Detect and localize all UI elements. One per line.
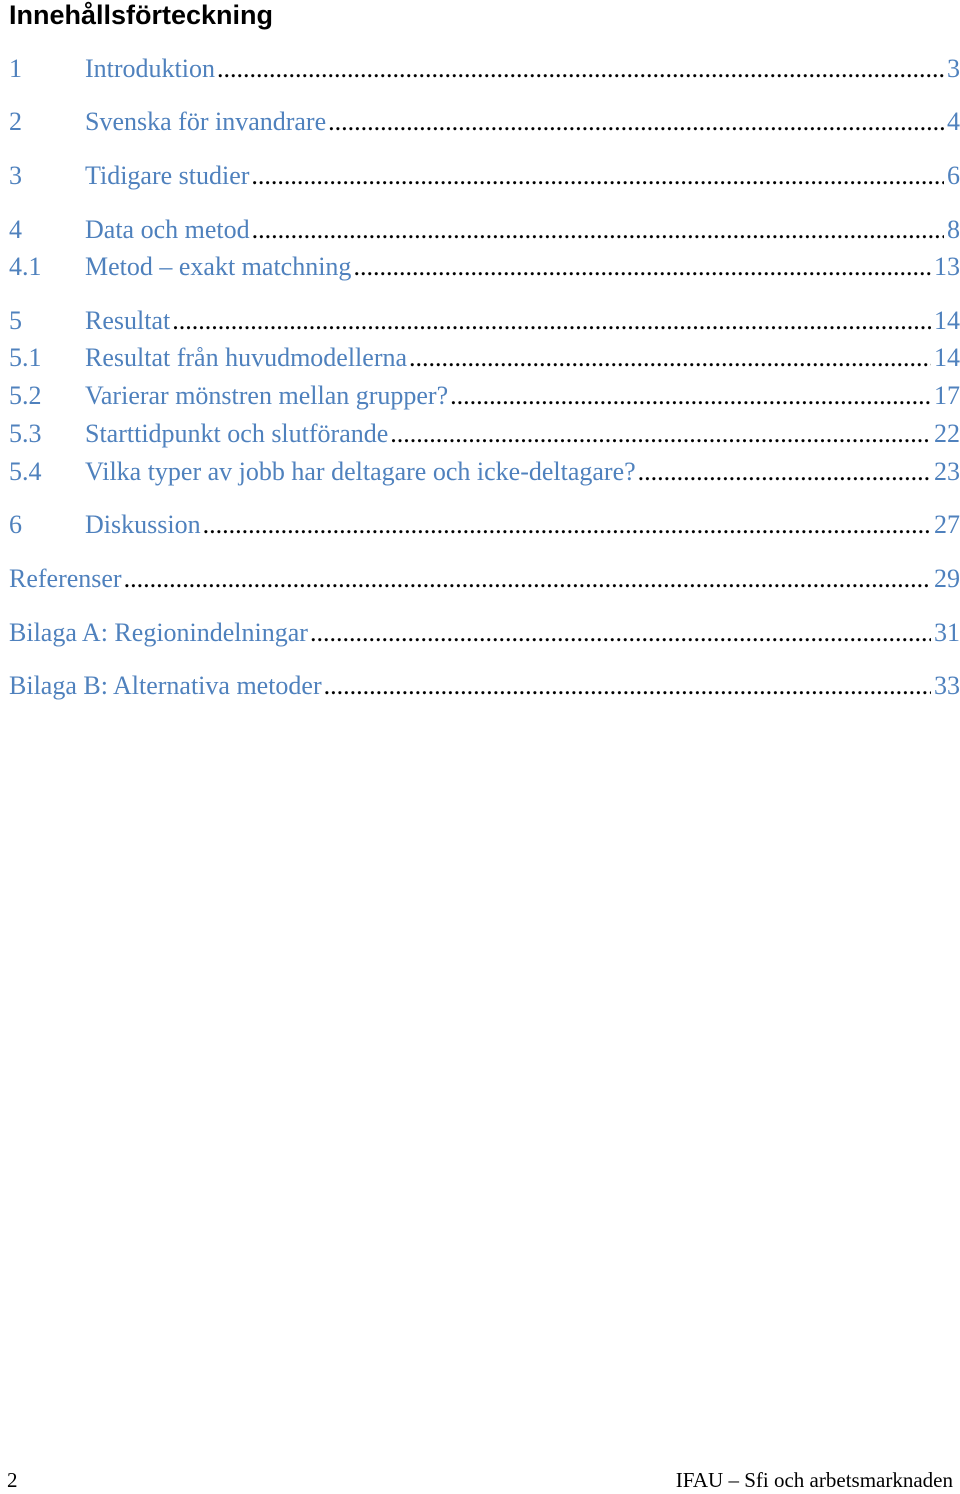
toc-entry-title: Tidigare studier [85,161,250,190]
toc-entry-title: Resultat [85,306,171,335]
toc-entry-page: 27 [934,510,960,539]
toc-entry-data-och-metod[interactable] [9,214,960,246]
toc-entry-page: 4 [947,107,960,136]
toc-entry-svenska-for-invandrare[interactable] [9,106,960,138]
toc-entry-page: 14 [934,343,960,372]
toc-entry-title: Resultat från huvudmodellerna [85,343,408,372]
toc-entry-number: 5.3 [9,419,42,448]
dot-leader [251,160,944,192]
toc-entry-title: Diskussion [85,510,201,539]
dot-leader [450,380,931,412]
dot-leader [638,456,931,488]
toc-entry-title: Bilaga A: Regionindelningar [9,618,308,647]
dot-leader [203,509,931,541]
toc-entry-title: Vilka typer av jobb har deltagare och icke-deltagare? [85,457,636,486]
toc-entry-title: Starttidpunkt och slutförande [85,419,389,448]
toc-entry-resultat-fran-huvudmodellerna[interactable] [9,342,960,374]
toc-entry-tidigare-studier[interactable] [9,160,960,192]
dot-leader [124,563,931,595]
toc-entry-page: 17 [934,381,960,410]
dot-leader [172,305,931,337]
toc-entry-title: Metod – exakt matchning [85,252,352,281]
toc-entry-varierar-monstren[interactable] [9,380,960,412]
toc-entry-page: 3 [947,54,960,83]
toc-entry-title: Svenska för invandrare [85,107,327,136]
toc-entry-number: 5.4 [9,457,42,486]
footer-page-number: 2 [7,1468,18,1492]
dot-leader [409,342,931,374]
toc-entry-page: 23 [934,457,960,486]
toc-entry-referenser[interactable] [9,563,960,595]
toc-entry-diskussion[interactable] [9,509,960,541]
toc-heading: Innehållsförteckning [9,0,274,30]
dot-leader [324,670,931,702]
toc-entry-page: 8 [947,215,960,244]
toc-entry-metod-exakt-matchning[interactable] [9,251,960,283]
dot-leader [390,418,931,450]
toc-entry-title: Referenser [9,564,122,593]
toc-entry-number: 2 [9,107,22,136]
toc-entry-resultat[interactable] [9,305,960,337]
toc-entry-page: 13 [934,252,960,281]
toc-entry-number: 5.1 [9,343,42,372]
toc-entry-vilka-typer-av-jobb[interactable] [9,456,960,488]
dot-leader [310,617,931,649]
toc-entry-number: 4.1 [9,252,42,281]
footer-publication-title: IFAU – Sfi och arbetsmarknaden [675,1468,953,1492]
toc-entry-title: Data och metod [85,215,250,244]
toc-entry-title: Varierar mönstren mellan grupper? [85,381,449,410]
toc-entry-title: Bilaga B: Alternativa metoder [9,671,322,700]
toc-entry-bilaga-b[interactable] [9,670,960,702]
dot-leader [252,214,944,246]
toc-entry-number: 3 [9,161,22,190]
dot-leader [217,53,944,85]
toc-entry-page: 14 [934,306,960,335]
toc-entry-introduktion[interactable] [9,53,960,85]
dot-leader [353,251,931,283]
toc-entry-number: 1 [9,54,22,83]
toc-entry-number: 4 [9,215,22,244]
toc-entry-page: 31 [934,618,960,647]
toc-entry-starttidpunkt[interactable] [9,418,960,450]
toc-entry-number: 5 [9,306,22,335]
toc-entry-page: 33 [934,671,960,700]
toc-entry-bilaga-a[interactable] [9,617,960,649]
toc-entry-title: Introduktion [85,54,215,83]
toc-entry-page: 22 [934,419,960,448]
toc-entry-page: 6 [947,161,960,190]
toc-entry-number: 5.2 [9,381,42,410]
toc-entry-number: 6 [9,510,22,539]
toc-entry-page: 29 [934,564,960,593]
dot-leader [328,106,944,138]
